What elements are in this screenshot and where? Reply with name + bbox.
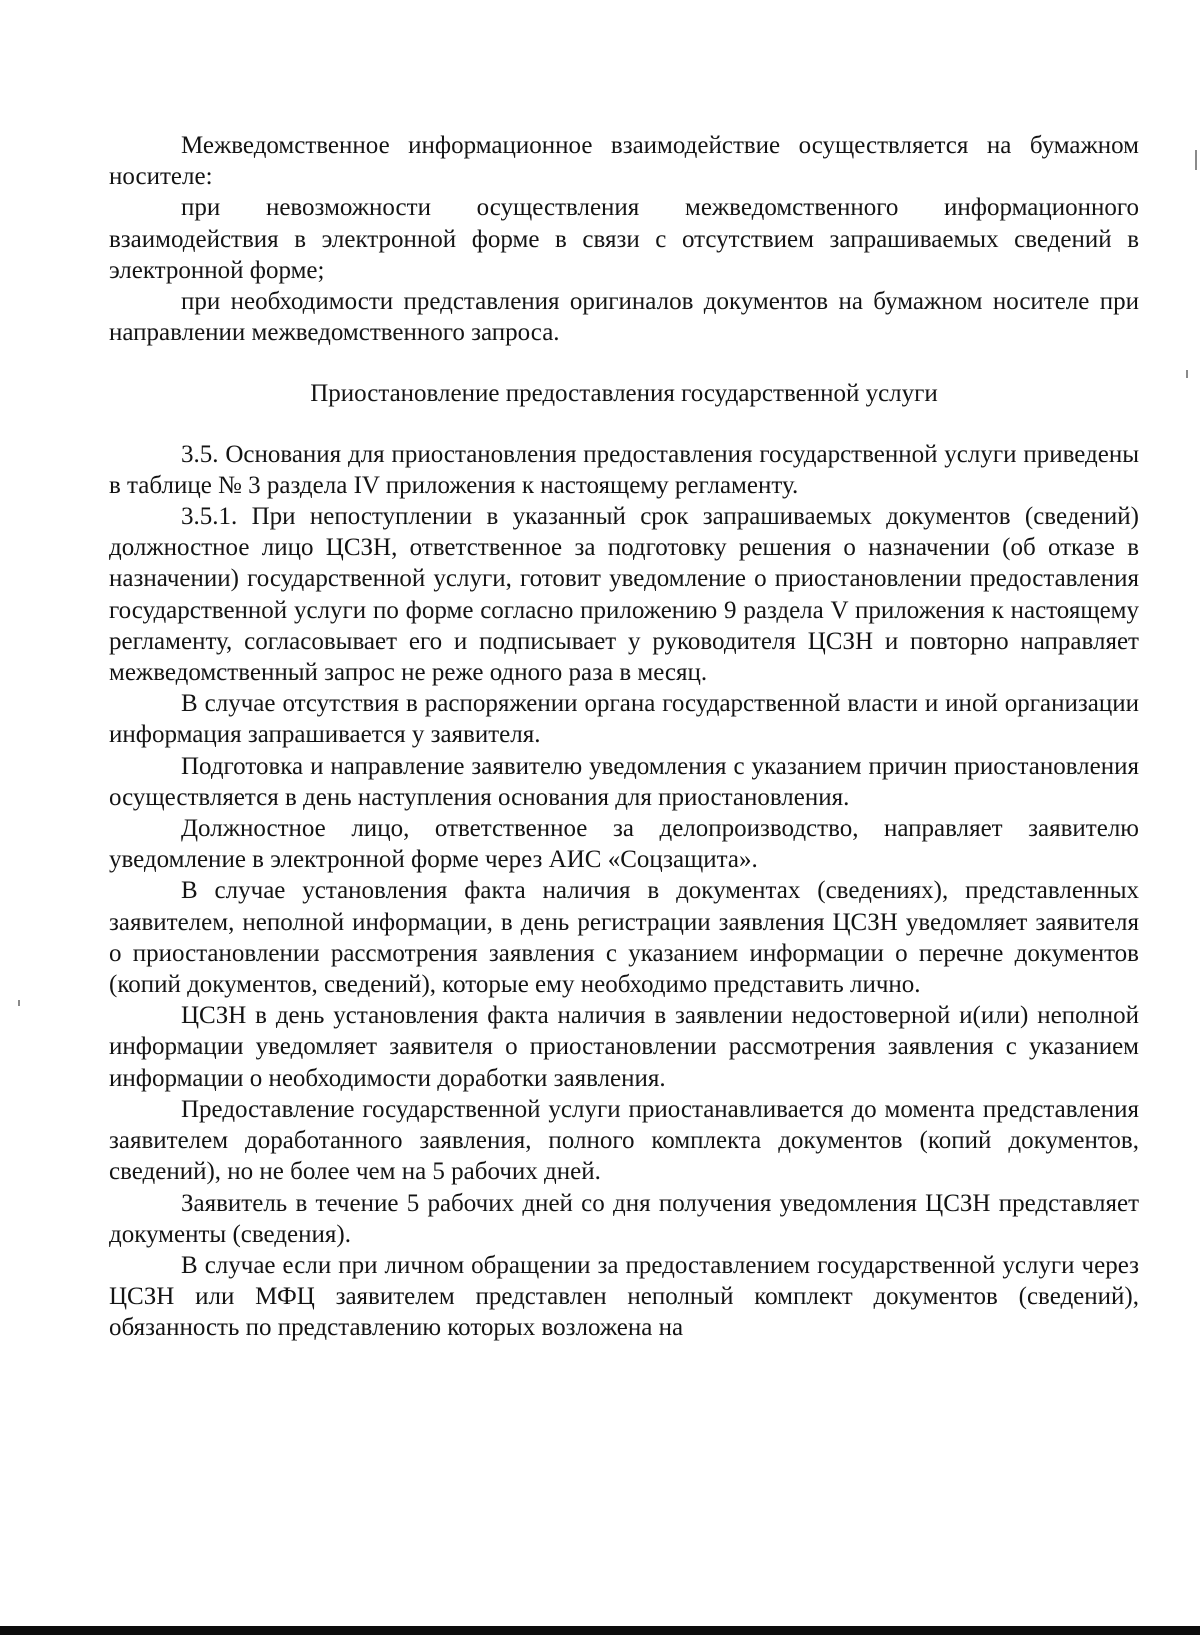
document-page: [109, 130, 1139, 1344]
paragraph-no-electronic-data: при невозможности осуществления межведомственного информационного взаимодействия в электронной форме в связи с отсутствием запрашиваемых сведений в электронной форме;: [109, 194, 1139, 284]
paragraph-electronic-notice: Должностное лицо, ответственное за делопроизводство, направляет заявителю уведомление в электронной форме через АИС «Соцзащита».: [109, 815, 1139, 874]
paragraph-unreliable-information: ЦСЗН в день установления факта наличия в заявлении недостоверной и(или) неполной информации уведомляет заявителя о приостановлении рассмотрения заявления с указанием информации о необходимости доработки заявления.: [109, 1002, 1139, 1092]
paragraph-applicant-deadline: Заявитель в течение 5 рабочих дней со дня получения уведомления ЦСЗН представляет документы (сведения).: [109, 1189, 1139, 1248]
paragraph-request-from-applicant: В случае отсутствия в распоряжении органа государственной власти и иной организации информация запрашивается у заявителя.: [109, 690, 1139, 749]
paragraph-paper-exchange: Межведомственное информационное взаимодействие осуществляется на бумажном носителе:: [109, 132, 1139, 191]
paragraph-suspension-period: Предоставление государственной услуги приостанавливается до момента представления заявителем доработанного заявления, полного комплекта документов (копий документов, сведений), но не более чем на 5 рабочих дней.: [109, 1095, 1139, 1186]
scan-speck: [1195, 150, 1197, 170]
paragraph-incomplete-documents: В случае установления факта наличия в документах (сведениях), представленных заявителем, неполной информации, в день регистрации заявления ЦСЗН уведомляет заявителя о приостановлении рассмотрения заявления с указанием информации о перечне документов (копий документов, сведений), которые ему необходимо представить лично.: [109, 877, 1139, 999]
scan-bottom-edge: [0, 1626, 1200, 1635]
scan-speck: [18, 1000, 20, 1006]
section-heading: Приостановление предоставления государственной услуги: [310, 380, 938, 408]
paragraph-3-5: 3.5. Основания для приостановления предоставления государственной услуги приведены в таблице № 3 раздела IV приложения к настоящему регламенту.: [109, 440, 1139, 499]
paragraph-3-5-1: 3.5.1. При непоступлении в указанный срок запрашиваемых документов (сведений) должностное лицо ЦСЗН, ответственное за подготовку решения о назначении (об отказе в назначении) государственной услуги, готовит уведомление о приостановлении предоставления государственной услуги по форме согласно приложению 9 раздела V приложения к настоящему регламенту, согласовывает его и подписывает у руководителя ЦСЗН и повторно направляет межведомственный запрос не реже одного раза в месяц.: [109, 503, 1139, 687]
paragraph-originals-required: при необходимости представления оригиналов документов на бумажном носителе при направлении межведомственного запроса.: [109, 288, 1139, 347]
scan-speck: [1186, 370, 1188, 378]
paragraph-personal-appeal: В случае если при личном обращении за предоставлением государственной услуги через ЦСЗН или МФЦ заявителем представлен неполный комплект документов (сведений), обязанность по представлению которых возложена на: [109, 1251, 1139, 1342]
paragraph-notice-timing: Подготовка и направление заявителю уведомления с указанием причин приостановления осуществляется в день наступления основания для приостановления.: [109, 752, 1139, 811]
